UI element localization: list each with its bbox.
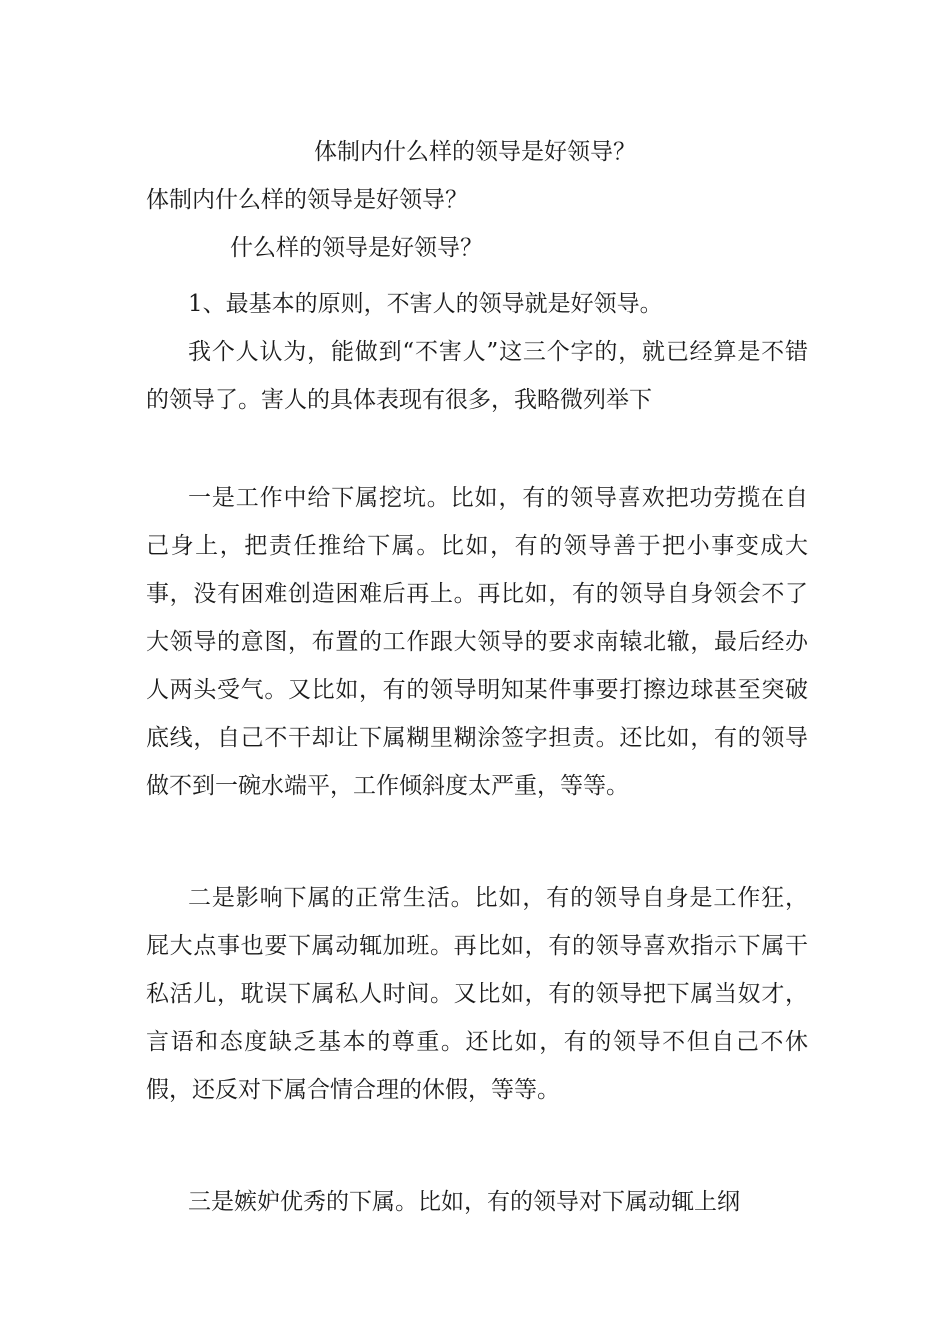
section-question: 什么样的领导是好领导？: [230, 235, 483, 261]
document-subtitle: 体制内什么样的领导是好领导？: [146, 187, 468, 213]
intro-paragraph: 我个人认为，能做到“不害人”这三个字的，就已经算是不错的领导了。害人的具体表现有很多，我略微列举下: [146, 339, 808, 413]
paragraph-point-1: 一是工作中给下属挖坑。比如，有的领导喜欢把功劳揽在自己身上，把责任推给下属。比如，有的领导善于把小事变成大事，没有困难创造困难后再上。再比如，有的领导自身领会不了大领导的意图，布置的工作跟大领导的要求南辕北辙，最后经办人两头受气。又比如，有的领导明知某件事要打擦边球甚至突破底线，自己不干却让下属糊里糊涂签字担责。还比如，有的领导做不到一碗水端平，工作倾斜度太严重，等等。: [146, 485, 808, 799]
document-title: 体制内什么样的领导是好领导？: [314, 139, 636, 165]
paragraph-point-3: 三是嫉妒优秀的下属。比如，有的领导对下属动辄上纲: [188, 1189, 740, 1215]
principle-paragraph: 1、最基本的原则，不害人的领导就是好领导。: [188, 291, 663, 317]
paragraph-point-2: 二是影响下属的正常生活。比如，有的领导自身是工作狂，屁大点事也要下属动辄加班。再比如，有的领导喜欢指示下属干私活儿，耽误下属私人时间。又比如，有的领导把下属当奴才，言语和态度缺乏基本的尊重。还比如，有的领导不但自己不休假，还反对下属合情合理的休假，等等。: [146, 885, 808, 1103]
